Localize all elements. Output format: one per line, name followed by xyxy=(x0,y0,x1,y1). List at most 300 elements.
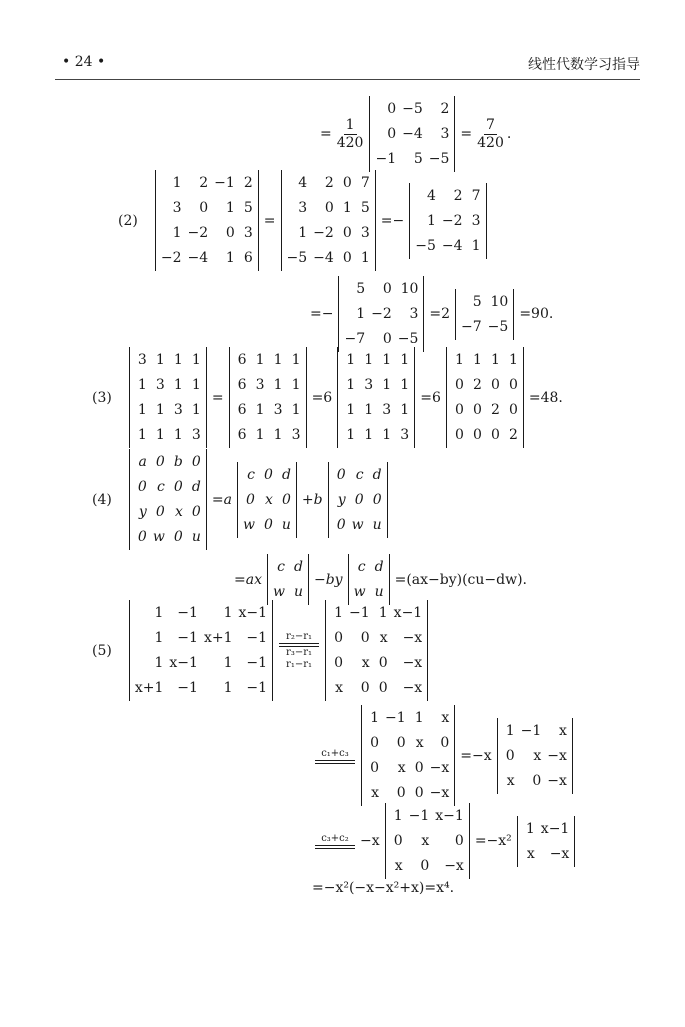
matrix-cell: −x xyxy=(429,785,450,801)
matrix-cell: 2 xyxy=(453,187,463,204)
matrix-cell: 0 xyxy=(508,377,518,393)
matrix-cell: u xyxy=(191,529,201,545)
matrix-cell: 0 xyxy=(137,529,147,545)
matrix-cell: x xyxy=(361,655,370,671)
matrix-cell: 3 xyxy=(382,402,392,418)
matrix-cell: 1 xyxy=(342,200,352,216)
matrix-cell: 0 xyxy=(472,402,482,418)
matrix-cell: 1 xyxy=(155,352,165,368)
matrix-cell: −1 xyxy=(246,680,268,696)
matrix-cell: 4 xyxy=(298,175,308,191)
matrix-cell: 0 xyxy=(372,491,382,508)
period: . xyxy=(506,126,512,142)
matrix-cell: 1 xyxy=(191,352,201,368)
matrix-cell: −5 xyxy=(415,237,436,254)
matrix-cell: 3 xyxy=(364,377,374,393)
column-operation xyxy=(315,833,355,849)
factor: −x xyxy=(360,833,380,849)
matrix-cell: 0 xyxy=(264,516,273,533)
matrix-cell: w xyxy=(351,516,364,533)
matrix-cell: 3 xyxy=(137,352,147,368)
matrix-cell: 1 xyxy=(173,352,183,368)
matrix-cell: x xyxy=(421,833,430,849)
equals-sign: = xyxy=(320,126,332,142)
matrix-cell: x xyxy=(174,504,183,520)
matrix-cell: −1 xyxy=(408,808,430,824)
equals-sign: =6 xyxy=(311,389,333,406)
double-rule xyxy=(315,760,355,764)
matrix-cell: 0 xyxy=(264,466,273,483)
matrix-cell: x−1 xyxy=(169,655,198,671)
eq-line-1 xyxy=(318,96,511,172)
matrix-cell: 1 xyxy=(154,605,164,621)
matrix-cell: 1 xyxy=(472,352,482,368)
matrix-cell: 0 xyxy=(490,427,500,443)
problem-5-final xyxy=(312,880,454,896)
matrix-cell: 2 xyxy=(508,427,518,443)
equals-sign: =a xyxy=(211,491,232,508)
determinant xyxy=(446,347,524,448)
matrix-cell: −4 xyxy=(187,250,209,266)
matrix-cell: 1 xyxy=(273,352,283,368)
matrix-cell: c xyxy=(247,466,255,483)
determinant xyxy=(385,803,470,879)
matrix-cell: −5 xyxy=(428,151,450,167)
matrix-cell: 0 xyxy=(420,858,430,874)
equals-sign: =−x² xyxy=(474,833,512,849)
matrix-cell: 0 xyxy=(387,101,397,117)
matrix-cell: −1 xyxy=(246,630,268,646)
matrix-cell: x xyxy=(397,760,406,776)
problem-label: (4) xyxy=(92,491,112,508)
matrix-cell: d xyxy=(191,479,201,495)
matrix-cell: 1 xyxy=(291,377,301,393)
matrix-cell: 1 xyxy=(364,427,374,443)
determinant xyxy=(455,289,514,340)
equals-sign: =6 xyxy=(420,389,441,406)
matrix-cell: 1 xyxy=(255,402,265,418)
matrix-cell: x xyxy=(379,630,388,646)
matrix-cell: 1 xyxy=(370,710,379,726)
operation-label: r₂−r₁ xyxy=(286,630,313,642)
matrix-cell: −x xyxy=(547,772,567,789)
matrix-cell: 1 xyxy=(137,402,147,418)
matrix-cell: 1 xyxy=(426,212,436,229)
matrix-cell: 1 xyxy=(291,352,301,368)
matrix-cell: b xyxy=(173,454,183,470)
matrix-cell: 0 xyxy=(414,785,424,801)
matrix-cell: 2 xyxy=(324,175,334,191)
matrix-cell: 2 xyxy=(243,175,253,191)
matrix-cell: 0 xyxy=(155,504,165,520)
matrix-cell: 0 xyxy=(370,760,379,776)
matrix-cell: −1 xyxy=(520,722,542,739)
equals-sign: = xyxy=(263,212,276,229)
determinant xyxy=(129,600,273,701)
header-rule xyxy=(55,79,640,80)
matrix-cell: 1 xyxy=(255,352,265,368)
matrix-cell: 7 xyxy=(471,187,481,204)
matrix-cell: d xyxy=(294,559,303,575)
matrix-cell: −x xyxy=(547,747,567,764)
matrix-cell: u xyxy=(281,516,291,533)
matrix-cell: 2 xyxy=(490,402,500,418)
matrix-cell: 0 xyxy=(454,402,464,418)
matrix-cell: 3 xyxy=(409,306,419,322)
matrix-cell: 1 xyxy=(191,377,201,393)
matrix-cell: −5 xyxy=(402,101,423,117)
matrix-cell: 0 xyxy=(199,200,209,216)
determinant xyxy=(281,170,376,271)
matrix-cell: 1 xyxy=(356,306,366,322)
matrix-cell: x xyxy=(559,722,567,739)
matrix-cell: 0 xyxy=(490,377,500,393)
determinant xyxy=(497,718,573,794)
matrix-cell: 1 xyxy=(346,352,356,368)
matrix-cell: 3 xyxy=(155,377,165,393)
determinant xyxy=(348,554,390,605)
matrix-cell: 3 xyxy=(360,225,370,241)
matrix-cell: 3 xyxy=(291,427,301,443)
matrix-cell: u xyxy=(293,584,303,600)
matrix-cell: 1 xyxy=(471,237,481,254)
matrix-cell: −5 xyxy=(286,250,308,266)
column-operation xyxy=(315,748,355,764)
matrix-cell: 7 xyxy=(360,175,370,191)
matrix-cell: 0 xyxy=(505,747,515,764)
matrix-cell: 1 xyxy=(223,655,233,671)
plus-sign: +b xyxy=(301,491,323,508)
matrix-cell: 1 xyxy=(173,377,183,393)
matrix-cell: 0 xyxy=(334,655,344,671)
determinant xyxy=(369,96,455,172)
matrix-cell: −x xyxy=(429,760,450,776)
matrix-cell: 0 xyxy=(191,504,201,520)
matrix-cell: 1 xyxy=(505,722,515,739)
matrix-cell: 3 xyxy=(172,200,182,216)
matrix-cell: 0 xyxy=(414,760,424,776)
matrix-cell: 1 xyxy=(400,377,410,393)
denominator: 420 xyxy=(336,134,364,151)
matrix-cell: y xyxy=(337,491,346,508)
operation-label: r₃−r₁ xyxy=(286,646,313,658)
matrix-cell: 0 xyxy=(173,529,183,545)
matrix-cell: 1 xyxy=(346,377,356,393)
matrix-cell: 3 xyxy=(191,427,201,443)
determinant xyxy=(267,554,309,605)
matrix-cell: −1 xyxy=(177,605,198,621)
matrix-cell: 6 xyxy=(243,250,253,266)
matrix-cell: 1 xyxy=(154,630,164,646)
matrix-cell: −1 xyxy=(349,605,370,621)
matrix-cell: −4 xyxy=(313,250,334,266)
matrix-cell: 0 xyxy=(382,331,392,347)
matrix-cell: −4 xyxy=(402,126,423,142)
matrix-cell: 0 xyxy=(137,479,147,495)
matrix-cell: 0 xyxy=(225,225,235,241)
matrix-cell: 10 xyxy=(400,281,419,297)
matrix-cell: 0 xyxy=(155,454,165,470)
matrix-cell: −1 xyxy=(385,710,406,726)
matrix-cell: 0 xyxy=(454,427,464,443)
problem-5-line-3 xyxy=(312,803,578,879)
determinant xyxy=(325,600,428,701)
problem-5-line-1 xyxy=(92,600,431,701)
matrix-cell: x xyxy=(533,747,542,764)
matrix-cell: 6 xyxy=(237,427,247,443)
matrix-cell: 5 xyxy=(243,200,253,216)
matrix-cell: 0 xyxy=(387,126,397,142)
matrix-cell: 1 xyxy=(172,175,182,191)
result: =(ax−by)(cu−dw). xyxy=(394,571,527,588)
matrix-cell: 0 xyxy=(454,833,464,849)
matrix-cell: −4 xyxy=(441,237,463,254)
operation-label: c₃+c₂ xyxy=(321,833,349,844)
matrix-cell: 3 xyxy=(273,402,283,418)
matrix-cell: 1 xyxy=(346,427,356,443)
matrix-cell: −1 xyxy=(246,655,268,671)
matrix-cell: 1 xyxy=(223,605,233,621)
problem-4-line-1 xyxy=(92,449,391,550)
matrix-cell: 1 xyxy=(155,427,165,443)
determinant xyxy=(229,347,307,448)
problem-3 xyxy=(92,347,565,448)
matrix-cell: 1 xyxy=(334,605,344,621)
matrix-cell: 2 xyxy=(472,377,482,393)
matrix-cell: −x xyxy=(402,655,423,671)
determinant xyxy=(361,705,455,806)
matrix-cell: 0 xyxy=(396,785,406,801)
matrix-cell: 5 xyxy=(356,281,366,297)
matrix-cell: x−1 xyxy=(393,605,423,621)
matrix-cell: −2 xyxy=(313,225,334,241)
matrix-cell: c xyxy=(357,559,366,575)
matrix-cell: 1 xyxy=(154,655,164,671)
matrix-cell: x−1 xyxy=(540,820,570,837)
matrix-cell: 5 xyxy=(360,200,370,216)
matrix-cell: −7 xyxy=(344,331,366,347)
matrix-cell: 0 xyxy=(508,402,518,418)
matrix-cell: 3 xyxy=(440,126,450,142)
matrix-cell: 1 xyxy=(414,710,424,726)
determinant xyxy=(129,449,207,550)
matrix-cell: 1 xyxy=(223,680,233,696)
matrix-cell: −x xyxy=(402,630,423,646)
matrix-cell: 0 xyxy=(360,630,370,646)
matrix-cell: 0 xyxy=(360,680,370,696)
matrix-cell: 0 xyxy=(472,427,482,443)
matrix-cell: 0 xyxy=(342,175,352,191)
minus-term: −by xyxy=(313,571,343,588)
matrix-cell: 0 xyxy=(342,225,352,241)
matrix-cell: 3 xyxy=(243,225,253,241)
problem-5-line-2 xyxy=(312,705,576,806)
matrix-cell: 4 xyxy=(426,187,436,204)
matrix-cell: 6 xyxy=(237,402,247,418)
matrix-cell: x xyxy=(441,710,450,726)
matrix-cell: d xyxy=(281,466,291,483)
matrix-cell: −2 xyxy=(441,212,463,229)
result: =90. xyxy=(519,306,554,322)
determinant xyxy=(409,183,486,259)
determinant xyxy=(517,816,576,867)
matrix-cell: −1 xyxy=(177,680,198,696)
matrix-cell: 2 xyxy=(440,101,450,117)
matrix-cell: 3 xyxy=(400,427,410,443)
matrix-cell: x xyxy=(415,735,424,751)
matrix-cell: 1 xyxy=(525,820,535,837)
problem-label: (3) xyxy=(92,389,112,406)
matrix-cell: 3 xyxy=(173,402,183,418)
matrix-cell: 1 xyxy=(508,352,518,368)
matrix-cell: 1 xyxy=(137,377,147,393)
matrix-cell: 1 xyxy=(364,402,374,418)
equals-sign: =2 xyxy=(429,306,451,322)
equals-sign: =− xyxy=(310,306,334,322)
matrix-cell: 3 xyxy=(298,200,308,216)
equals-sign: =− xyxy=(380,212,405,229)
matrix-cell: 1 xyxy=(173,427,183,443)
matrix-cell: x+1 xyxy=(134,680,164,696)
matrix-cell: −1 xyxy=(375,151,397,167)
matrix-cell: 1 xyxy=(291,402,301,418)
double-rule xyxy=(315,845,355,849)
matrix-cell: 1 xyxy=(364,352,374,368)
numerator: 7 xyxy=(486,117,495,134)
matrix-cell: 1 xyxy=(191,402,201,418)
matrix-cell: 1 xyxy=(382,352,392,368)
matrix-cell: 1 xyxy=(346,402,356,418)
operation-label: r₁−r₁ xyxy=(286,658,313,670)
matrix-cell: 0 xyxy=(440,735,450,751)
matrix-cell: 0 xyxy=(378,655,388,671)
matrix-cell: 0 xyxy=(173,479,183,495)
matrix-cell: −7 xyxy=(461,318,482,335)
matrix-cell: x xyxy=(335,680,344,696)
matrix-cell: 6 xyxy=(237,352,247,368)
matrix-cell: −1 xyxy=(177,630,198,646)
matrix-cell: c xyxy=(277,559,285,575)
matrix-cell: −5 xyxy=(487,318,509,335)
matrix-cell: 0 xyxy=(396,735,406,751)
matrix-cell: 0 xyxy=(382,281,392,297)
matrix-cell: 2 xyxy=(199,175,209,191)
equals-sign: =ax xyxy=(234,571,262,588)
matrix-cell: x+1 xyxy=(203,630,233,646)
matrix-cell: w xyxy=(152,529,165,545)
matrix-cell: 1 xyxy=(255,427,265,443)
equals-sign: = xyxy=(211,389,224,406)
matrix-cell: u xyxy=(372,516,382,533)
final-result: =−x²(−x−x²+x)=x⁴. xyxy=(312,880,455,896)
problem-4-line-2 xyxy=(232,554,529,605)
matrix-cell: 0 xyxy=(282,491,291,508)
matrix-cell: 1 xyxy=(225,250,235,266)
matrix-cell: 1 xyxy=(382,427,392,443)
matrix-cell: 0 xyxy=(370,735,379,751)
matrix-cell: x−1 xyxy=(238,605,268,621)
matrix-cell: x xyxy=(265,491,273,508)
matrix-cell: 0 xyxy=(532,772,542,789)
matrix-cell: 0 xyxy=(393,833,403,849)
matrix-cell: 0 xyxy=(378,680,388,696)
problem-label: (2) xyxy=(118,212,138,229)
matrix-cell: w xyxy=(353,584,366,600)
result-fraction xyxy=(477,117,504,150)
matrix-cell: 10 xyxy=(490,293,509,310)
matrix-cell: 0 xyxy=(336,516,346,533)
determinant xyxy=(155,170,259,271)
matrix-cell: w xyxy=(242,516,255,533)
matrix-cell: −2 xyxy=(160,250,182,266)
matrix-cell: 1 xyxy=(454,352,464,368)
matrix-cell: 0 xyxy=(336,466,346,483)
determinant xyxy=(237,462,297,538)
equals-sign: =−x xyxy=(460,747,492,764)
matrix-cell: 1 xyxy=(378,605,388,621)
matrix-cell: 6 xyxy=(237,377,247,393)
matrix-cell: a xyxy=(138,454,147,470)
matrix-cell: 1 xyxy=(400,352,410,368)
matrix-cell: 3 xyxy=(255,377,265,393)
operation-label: c₁+c₃ xyxy=(321,747,349,759)
matrix-cell: 1 xyxy=(360,250,370,266)
matrix-cell: 0 xyxy=(246,491,255,508)
matrix-cell: 1 xyxy=(155,402,165,418)
matrix-cell: −5 xyxy=(397,331,419,347)
matrix-cell: 0 xyxy=(324,200,334,216)
problem-2-line-2 xyxy=(308,276,555,352)
matrix-cell: d xyxy=(374,559,384,575)
problem-label: (5) xyxy=(92,642,112,659)
matrix-cell: 3 xyxy=(471,212,481,229)
matrix-cell: u xyxy=(374,584,384,600)
matrix-cell: 0 xyxy=(354,491,364,508)
matrix-cell: w xyxy=(273,584,285,600)
matrix-cell: y xyxy=(138,504,147,520)
denominator: 420 xyxy=(477,134,504,151)
matrix-cell: −1 xyxy=(214,175,235,191)
matrix-cell: 5 xyxy=(472,293,482,310)
equals-sign: = xyxy=(460,126,473,142)
matrix-cell: −2 xyxy=(187,225,209,241)
matrix-cell: x−1 xyxy=(435,808,464,824)
result: =48. xyxy=(528,389,563,406)
matrix-cell: −x xyxy=(444,858,464,874)
matrix-cell: c xyxy=(355,466,364,483)
matrix-cell: 1 xyxy=(273,377,283,393)
page-number: • 24 • xyxy=(62,54,106,70)
matrix-cell: 1 xyxy=(393,808,403,824)
matrix-cell: 1 xyxy=(137,427,147,443)
matrix-cell: 0 xyxy=(334,630,344,646)
determinant xyxy=(129,347,207,448)
matrix-cell: 1 xyxy=(400,402,410,418)
matrix-cell: 0 xyxy=(191,454,201,470)
determinant xyxy=(328,462,388,538)
fraction xyxy=(337,117,364,150)
numerator: 1 xyxy=(345,117,355,134)
matrix-cell: 5 xyxy=(413,151,423,167)
matrix-cell: 1 xyxy=(273,427,283,443)
matrix-cell: x xyxy=(526,845,535,862)
matrix-cell: x xyxy=(506,772,515,789)
matrix-cell: 0 xyxy=(454,377,464,393)
matrix-cell: 1 xyxy=(298,225,308,241)
row-operation xyxy=(279,631,319,671)
matrix-cell: 1 xyxy=(490,352,500,368)
matrix-cell: c xyxy=(157,479,165,495)
